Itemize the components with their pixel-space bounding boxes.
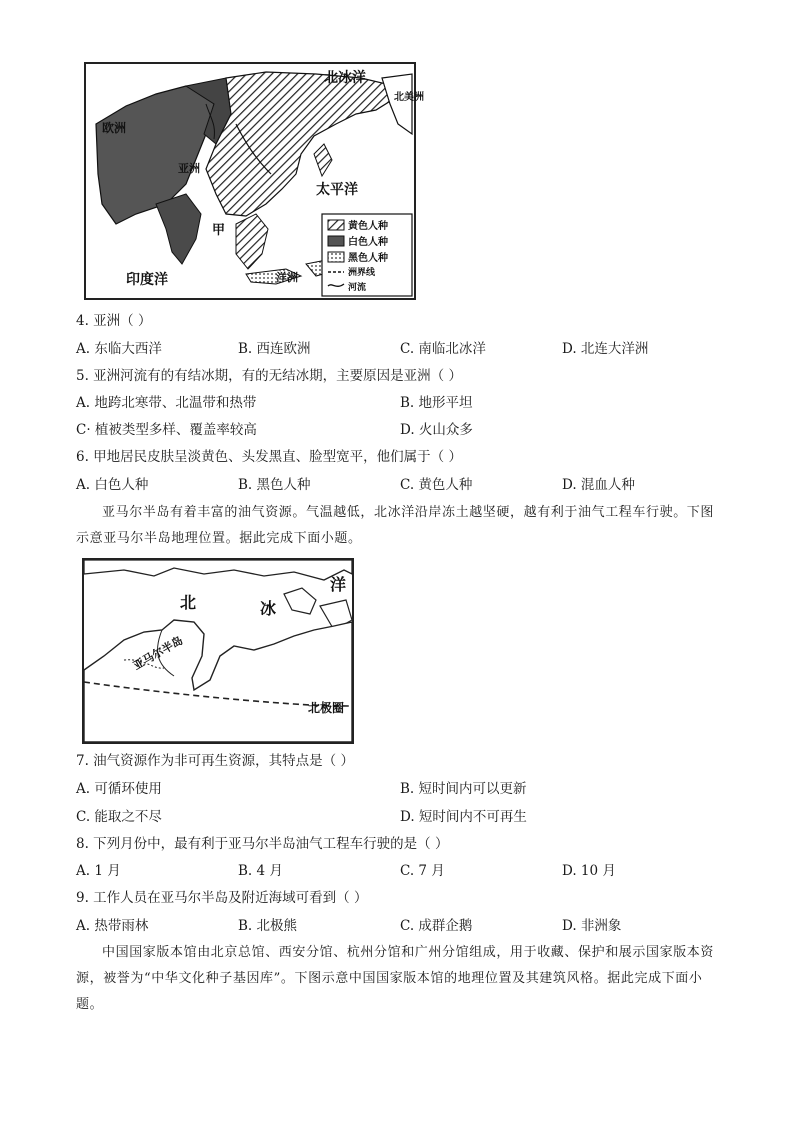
- oceania-label: 洋洲: [276, 271, 298, 284]
- q9-option-b[interactable]: B. 北极熊: [238, 918, 298, 934]
- yamal-peninsula-label: 亚马尔半岛: [131, 633, 186, 673]
- yamal-map-graphic: [84, 560, 352, 742]
- passage-yamal-text: 亚马尔半岛有着丰富的油气资源。气温越低，北冰洋沿岸冻土越坚硬，越有利于油气工程车行驶。下图示意亚马尔半岛地理位置。据此完成下面小题。: [76, 505, 715, 546]
- asia-race-map-graphic: [86, 64, 424, 298]
- q8-option-a[interactable]: A. 1 月: [76, 863, 121, 879]
- legend-hatch-swatch: [328, 220, 344, 230]
- pacific-label: 太平洋: [316, 182, 358, 198]
- q6-option-b[interactable]: B. 黑色人种: [238, 477, 311, 493]
- q6-option-c[interactable]: C. 黄色人种: [400, 477, 473, 493]
- q8-option-b[interactable]: B. 4 月: [238, 863, 283, 879]
- map2-bei-label: 北: [180, 593, 197, 612]
- legend-border-label: 洲界线: [348, 268, 376, 278]
- q5-option-d[interactable]: D. 火山众多: [400, 422, 473, 438]
- legend-dark-swatch: [328, 236, 344, 246]
- q4-option-c[interactable]: C. 南临北冰洋: [400, 341, 486, 357]
- q8-stem: 8. 下列月份中，最有利于亚马尔半岛油气工程车行驶的是（ ）: [76, 836, 449, 852]
- q8-option-c[interactable]: C. 7 月: [400, 863, 445, 879]
- yellow-race-region: [206, 72, 392, 216]
- passage-archives-text: 中国国家版本馆由北京总馆、西安分馆、杭州分馆和广州分馆组成，用于收藏、保护和展示国家版本资源，被誉为“中华文化种子基因库”。下图示意中国国家版本馆的地理位置及其建筑风格。据此完成下面小题。: [76, 945, 715, 1012]
- q7-option-d[interactable]: D. 短时间内不可再生: [400, 809, 527, 825]
- q9-stem: 9. 工作人员在亚马尔半岛及附近海域可看到（ ）: [76, 890, 368, 906]
- q8-option-d[interactable]: D. 10 月: [562, 863, 616, 879]
- legend-white-label: 白色人种: [348, 237, 388, 248]
- q5-option-b[interactable]: B. 地形平坦: [400, 395, 473, 411]
- asia-race-map: [84, 62, 424, 300]
- q4-option-a[interactable]: A. 东临大西洋: [76, 341, 162, 357]
- arctic-ocean-label: 北冰洋: [324, 70, 366, 86]
- legend-dots-swatch: [328, 252, 344, 262]
- map2-yang-label: 洋: [330, 575, 347, 594]
- yamal-map: [82, 558, 354, 744]
- q7-stem: 7. 油气资源作为非可再生资源，其特点是（ ）: [76, 753, 354, 769]
- q6-option-a[interactable]: A. 白色人种: [76, 477, 149, 493]
- q9-option-c[interactable]: C. 成群企鹅: [400, 918, 473, 934]
- q4-option-b[interactable]: B. 西连欧洲: [238, 341, 311, 357]
- north-america-label: 北美洲: [394, 92, 424, 103]
- passage-yamal: [76, 500, 721, 552]
- legend-yellow-label: 黄色人种: [348, 221, 388, 232]
- q9-option-a[interactable]: A. 热带雨林: [76, 918, 149, 934]
- q6-option-d[interactable]: D. 混血人种: [562, 477, 635, 493]
- arctic-circle-label: 北极圈: [308, 701, 345, 715]
- asia-label: 亚洲: [178, 162, 200, 175]
- legend-river-label: 河流: [348, 283, 367, 293]
- q4-option-d[interactable]: D. 北连大洋洲: [562, 341, 649, 357]
- q7-option-a[interactable]: A. 可循环使用: [76, 781, 162, 797]
- q5-option-a[interactable]: A. 地跨北寒带、北温带和热带: [76, 395, 257, 411]
- legend-black-label: 黑色人种: [348, 253, 388, 264]
- q9-option-d[interactable]: D. 非洲象: [562, 918, 622, 934]
- white-race-region: [96, 86, 214, 224]
- q7-option-c[interactable]: C. 能取之不尽: [76, 809, 162, 825]
- jia-label: 甲: [212, 223, 226, 238]
- passage-archives: [76, 940, 721, 1018]
- q5-stem: 5. 亚洲河流有的有结冰期，有的无结冰期，主要原因是亚洲（ ）: [76, 368, 462, 384]
- q5-option-c[interactable]: C· 植被类型多样、覆盖率较高: [76, 422, 257, 438]
- q6-stem: 6. 甲地居民皮肤呈淡黄色、头发黑直、脸型宽平，他们属于（ ）: [76, 449, 462, 465]
- europe-label: 欧洲: [102, 121, 127, 135]
- q4-stem: 4. 亚洲（ ）: [76, 313, 152, 329]
- map2-bing-label: 冰: [260, 599, 277, 618]
- q7-option-b[interactable]: B. 短时间内可以更新: [400, 781, 527, 797]
- indian-ocean-label: 印度洋: [126, 272, 168, 288]
